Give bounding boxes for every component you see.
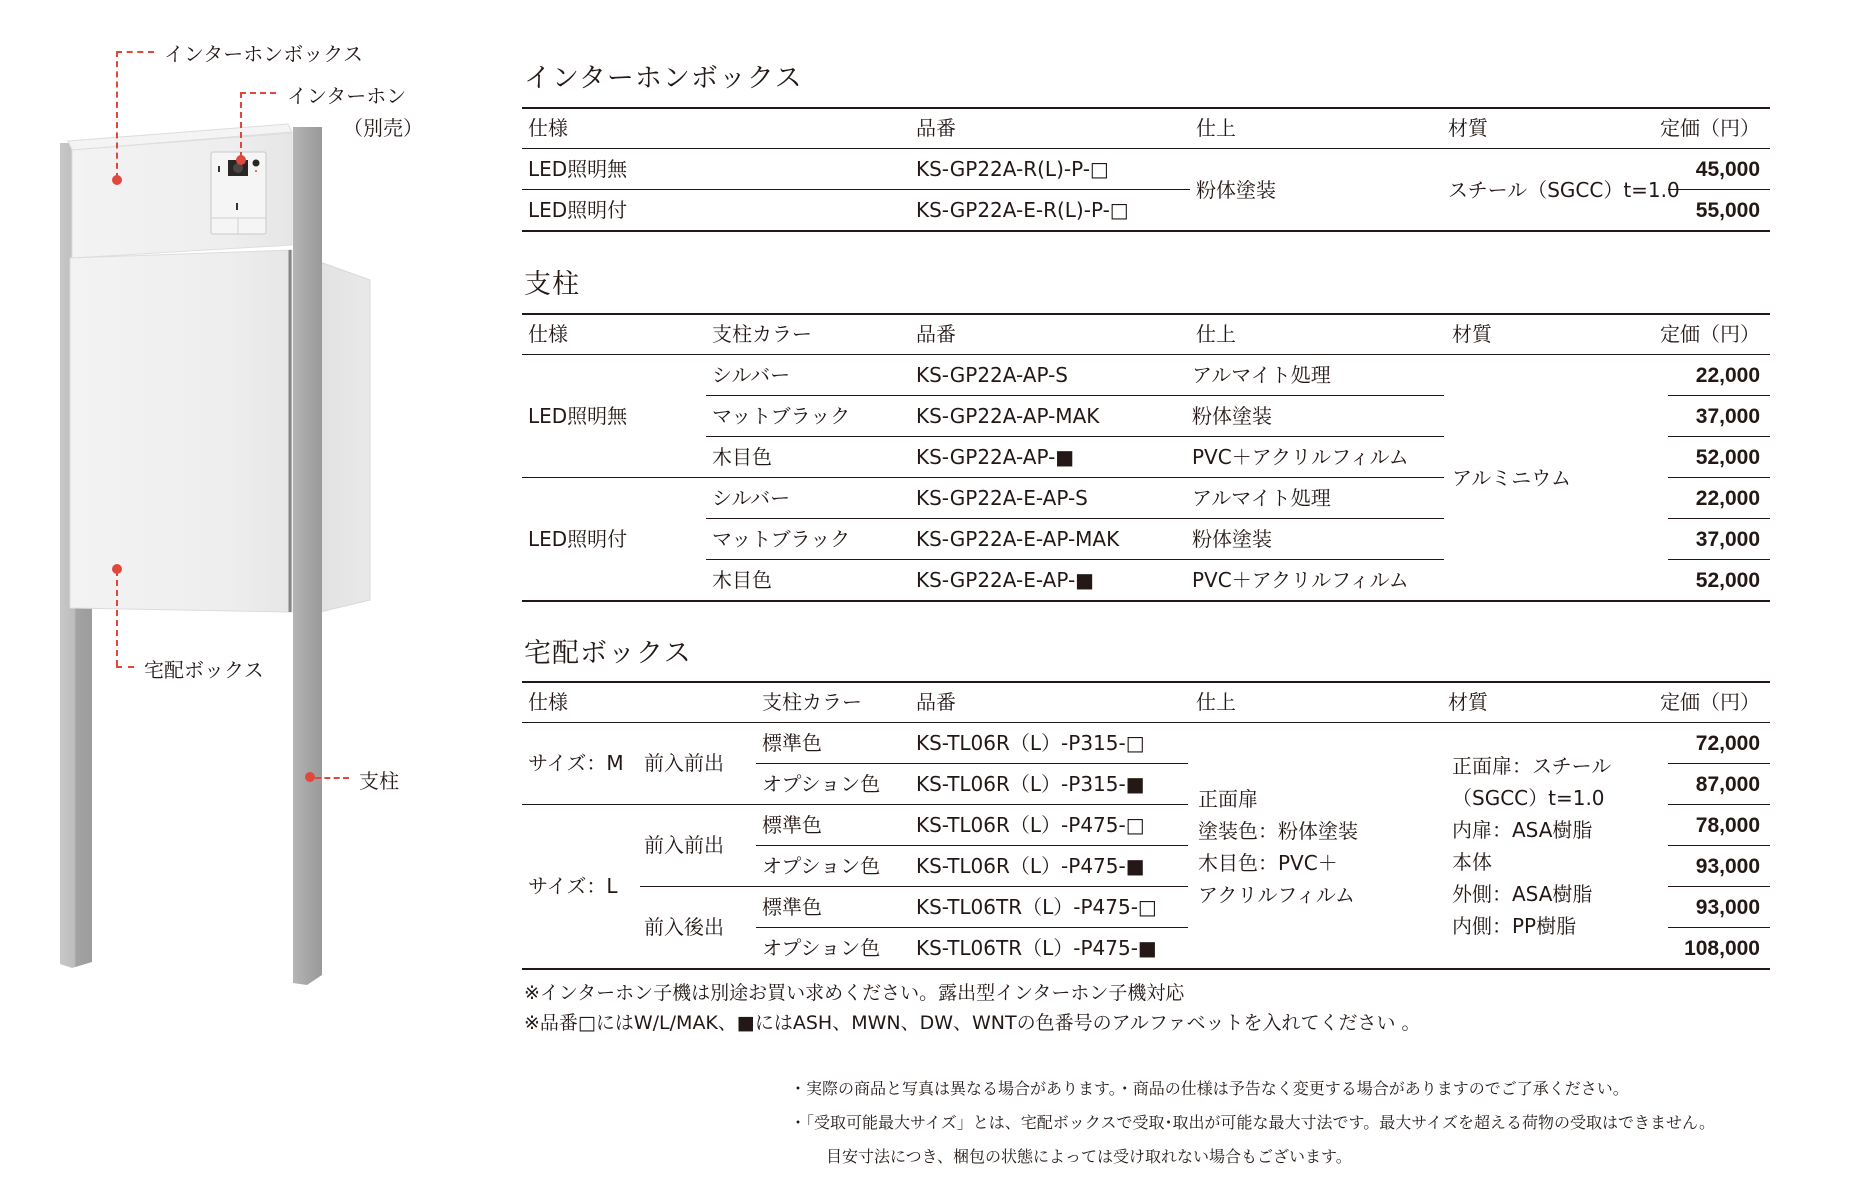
table-rule (522, 148, 1770, 149)
finish-cell: アルマイト処理 (1192, 486, 1331, 510)
price-cell: 37,000 (1695, 528, 1760, 551)
material-cell: アルミニウム (1452, 466, 1571, 490)
type-cell: 前入後出 (644, 915, 724, 939)
finish-line: アクリルフィルム (1198, 883, 1355, 907)
column-header: 仕様 (528, 116, 568, 140)
color-cell: オプション色 (762, 854, 881, 878)
size-cell: サイズ：M (528, 751, 624, 775)
code-cell: KS-GP22A-AP-■ (916, 445, 1075, 469)
finish-line: 塗装色：粉体塗装 (1198, 819, 1358, 843)
color-cell: 標準色 (762, 731, 822, 755)
callout-dot (112, 175, 122, 185)
price-cell: 55,000 (1695, 199, 1760, 222)
footnote-packaging: 目安寸法につき、梱包の状態によっては受け取れない場合もございます。 (826, 1147, 1352, 1166)
color-cell: シルバー (712, 363, 791, 387)
spec-cell: LED照明付 (528, 527, 628, 551)
finish-cell: 粉体塗装 (1192, 527, 1272, 551)
price-cell: 87,000 (1695, 773, 1760, 796)
callout-line (116, 570, 118, 666)
finish-cell: 粉体塗装 (1196, 178, 1276, 202)
color-cell: オプション色 (762, 936, 881, 960)
code-cell: KS-GP22A-E-AP-■ (916, 568, 1095, 592)
price-cell: 22,000 (1695, 364, 1760, 387)
column-header: 品番 (916, 116, 956, 140)
price-cell: 37,000 (1695, 405, 1760, 428)
section-title-intercom-box: インターホンボックス (524, 63, 803, 94)
column-header: 支柱カラー (712, 322, 812, 346)
price-cell: 72,000 (1695, 732, 1760, 755)
table-rule (522, 313, 1770, 315)
column-header: 仕上 (1196, 690, 1236, 714)
code-cell: KS-GP22A-E-R(L)-P-□ (916, 198, 1129, 222)
callout-line (240, 92, 276, 94)
callout-line (116, 666, 134, 668)
finish-cell: PVC＋アクリルフィルム (1192, 568, 1409, 592)
callout-intercom-box: インターホンボックス (164, 42, 363, 66)
callout-line (240, 92, 242, 158)
code-cell: KS-TL06TR（L）-P475-■ (916, 936, 1157, 960)
material-line: 内側：PP樹脂 (1452, 914, 1577, 938)
column-header: 品番 (916, 322, 956, 346)
color-cell: 標準色 (762, 813, 822, 837)
footnote-product-differences: ・実際の商品と写真は異なる場合があります。・商品の仕様は予告なく変更する場合がありますのでご了承ください。 (790, 1079, 1629, 1098)
code-cell: KS-TL06R（L）-P475-□ (916, 813, 1145, 837)
color-cell: シルバー (712, 486, 791, 510)
section-title-delivery-box: 宅配ボックス (524, 638, 692, 669)
code-cell: KS-GP22A-AP-MAK (916, 404, 1100, 428)
table-rule (522, 600, 1770, 602)
callout-dot (236, 155, 246, 165)
code-cell: KS-TL06R（L）-P475-■ (916, 854, 1145, 878)
column-header: 仕上 (1196, 322, 1236, 346)
column-header: 仕様 (528, 690, 568, 714)
column-header: 材質 (1452, 322, 1492, 346)
table-rule (522, 722, 1770, 723)
price-cell: 45,000 (1695, 158, 1760, 181)
price-cell: 78,000 (1695, 814, 1760, 837)
column-header: 仕様 (528, 322, 568, 346)
finish-cell: アルマイト処理 (1192, 363, 1331, 387)
code-cell: KS-GP22A-R(L)-P-□ (916, 157, 1109, 181)
column-header: 支柱カラー (762, 690, 862, 714)
price-cell: 22,000 (1695, 487, 1760, 510)
material-line: （SGCC）t=1.0 (1452, 786, 1605, 810)
material-line: 正面扉：スチール (1452, 754, 1612, 778)
note-color-codes: ※品番□にはW/L/MAK、■にはASH、MWN、DW、WNTの色番号のアルファベットを入れてください 。 (524, 1012, 1421, 1034)
code-cell: KS-GP22A-AP-S (916, 363, 1069, 387)
callout-delivery-box: 宅配ボックス (144, 658, 264, 682)
table-rule (522, 107, 1770, 109)
column-header: 材質 (1448, 116, 1488, 140)
column-header: 材質 (1448, 690, 1488, 714)
code-cell: KS-GP22A-E-AP-MAK (916, 527, 1120, 551)
price-cell: 108,000 (1684, 937, 1760, 960)
table-rule (522, 968, 1770, 970)
color-cell: 木目色 (712, 568, 772, 592)
material-line: 外側：ASA樹脂 (1452, 882, 1593, 906)
finish-line: 正面扉 (1198, 787, 1258, 811)
table-rule (522, 354, 1770, 355)
price-cell: 52,000 (1695, 569, 1760, 592)
material-line: 内扉：ASA樹脂 (1452, 818, 1593, 842)
finish-line: 木目色：PVC＋ (1198, 851, 1338, 875)
code-cell: KS-TL06R（L）-P315-■ (916, 772, 1145, 796)
color-cell: マットブラック (712, 527, 851, 551)
callout-line (315, 777, 349, 779)
product-illustration (0, 0, 480, 1184)
price-cell: 93,000 (1695, 855, 1760, 878)
code-cell: KS-TL06R（L）-P315-□ (916, 731, 1145, 755)
type-cell: 前入前出 (644, 751, 724, 775)
callout-dot (305, 772, 315, 782)
callout-post: 支柱 (359, 769, 399, 793)
callout-intercom: インターホン (287, 84, 407, 108)
spec-cell: LED照明無 (528, 404, 628, 428)
callout-intercom-sold-separately: （別売） (343, 116, 423, 140)
mailbox-post-illustration (0, 0, 480, 1184)
column-header: 定価（円） (1660, 322, 1760, 346)
spec-cell: LED照明付 (528, 198, 628, 222)
finish-cell: 粉体塗装 (1192, 404, 1272, 428)
color-cell: 標準色 (762, 895, 822, 919)
material-cell: スチール（SGCC）t=1.0 (1448, 178, 1680, 202)
callout-line (116, 51, 154, 53)
code-cell: KS-TL06TR（L）-P475-□ (916, 895, 1157, 919)
type-cell: 前入前出 (644, 833, 724, 857)
column-header: 仕上 (1196, 116, 1236, 140)
finish-cell: PVC＋アクリルフィルム (1192, 445, 1409, 469)
code-cell: KS-GP22A-E-AP-S (916, 486, 1088, 510)
spec-cell: LED照明無 (528, 157, 628, 181)
callout-line (116, 51, 118, 179)
footnote-max-size: ・「受取可能最大サイズ」とは、宅配ボックスで受取･取出が可能な最大寸法です。最大サイズを超える荷物の受取はできません。 (790, 1113, 1715, 1132)
column-header: 品番 (916, 690, 956, 714)
size-cell: サイズ：L (528, 874, 618, 898)
column-header: 定価（円） (1660, 116, 1760, 140)
table-rule (522, 681, 1770, 683)
column-header: 定価（円） (1660, 690, 1760, 714)
color-cell: マットブラック (712, 404, 851, 428)
material-line: 本体 (1452, 850, 1492, 874)
price-cell: 93,000 (1695, 896, 1760, 919)
table-rule (522, 230, 1770, 232)
color-cell: 木目色 (712, 445, 772, 469)
note-intercom-handset: ※インターホン子機は別途お買い求めください。露出型インターホン子機対応 (524, 982, 1185, 1004)
color-cell: オプション色 (762, 772, 881, 796)
price-cell: 52,000 (1695, 446, 1760, 469)
section-title-post: 支柱 (524, 269, 580, 300)
